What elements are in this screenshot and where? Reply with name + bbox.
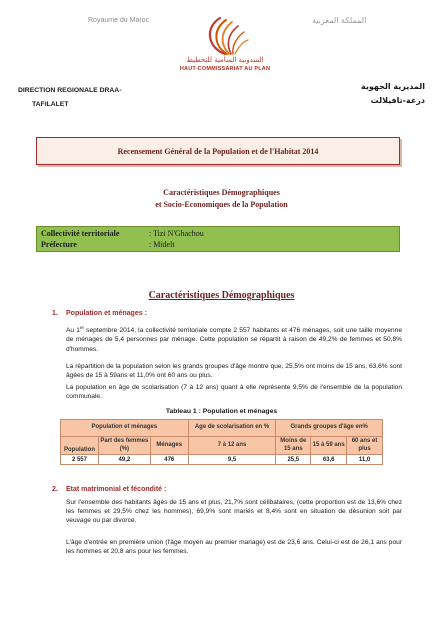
document-title: Recensement Général de la Population et de l'Habitat 2014: [117, 146, 319, 156]
table-row: [61, 455, 383, 465]
heading-number: 2.: [52, 486, 58, 493]
p1-rest: septembre 2014, la collectivité territoriale compte 2 557 habitants et 476 ménages, soit une taille moyenne de ménages de 5,4 personnes par ménage. Cette population se répartit à raison de 49,2% de femmes et 50,8% d'hommes.: [66, 327, 402, 353]
hcp-name-ar: المندوبية السامية للتخطيط: [186, 56, 264, 64]
p1-start: Au 1: [66, 327, 80, 335]
collectivite-value: : Tizi N'Ghachou: [149, 229, 204, 238]
heading-population-menages: [52, 310, 147, 317]
heading-number: 1.: [52, 310, 58, 317]
header-60-plus: 60 ans et plus: [347, 437, 383, 455]
header-15-59: 15 à 59 ans: [311, 437, 347, 455]
p1-superscript: er: [79, 325, 84, 330]
cell-part-femmes: 49,2: [98, 455, 150, 465]
heading-text: Etat matrimonial et fécondité :: [66, 486, 167, 493]
hcp-logo: [190, 10, 260, 58]
collectivite-label: Collectivité territoriale: [41, 229, 120, 238]
prefecture-row: [41, 239, 175, 251]
cell-15-59: 63,6: [311, 455, 347, 465]
cell-moins-15: 25,5: [276, 455, 311, 465]
paragraph-matrimonial-1: Sur l'ensemble des habitants âgés de 15 ans et plus, 21,7% sont célibataires, (cette proportion est de 13,6% chez les femmes et 29,5% chez les hommes), 69,9% sont mariés et 8,4% sont en situation de désunion soit par veuvage ou par divorce.: [66, 499, 402, 525]
population-table: [60, 419, 383, 465]
territory-info-band: [36, 226, 400, 252]
header-moins-15: Moins de 15 ans: [276, 437, 311, 455]
header-population-menages: Population et ménages: [61, 420, 189, 437]
paragraph-population-2: La répartition de la population selon les grands groupes d'âge montre que, 25,5% ont moins de 15 ans, 63,6% sont âgées de 15 à 59ans et 11,0% ont 60 ans ou plus.: [66, 363, 402, 380]
header-menages: Ménages: [150, 437, 188, 455]
header-age-scolarisation: Age de scolarisation en %: [188, 420, 276, 437]
paragraph-population-3: La population en âge de scolarisation (7 à 12 ans) quant à elle représente 9,5% de l'ensemble de la population communale.: [66, 384, 402, 401]
paragraph-population-1: [66, 323, 402, 354]
direction-regionale-ar: [330, 80, 425, 108]
direction-regionale-fr: [18, 84, 148, 112]
heading-etat-matrimonial: [52, 486, 166, 493]
direction-ar-line1: المديرية الجهوية: [360, 82, 425, 91]
header-grands-groupes: Grands groupes d'âge en%: [276, 420, 383, 437]
hcp-name-fr: HAUT-COMMISSARIAT AU PLAN: [179, 66, 271, 72]
prefecture-value: : Midelt: [149, 240, 175, 249]
paragraph-matrimonial-2: L'âge d'entrée en première union (l'âge moyen au premier mariage) est de 23,6 ans. Celui-ci est de 26,1 ans pour les hommes et 20,8 ans pour les femmes.: [66, 539, 402, 556]
subtitle-line1: Caractéristiques Démographiques: [163, 188, 280, 197]
header-part-femmes: Part des femmes (%): [98, 437, 150, 455]
table-caption: Tableau 1 : Population et ménages: [165, 408, 278, 415]
heading-text: Population et ménages :: [66, 310, 147, 317]
header-7-12-ans: 7 à 12 ans: [188, 437, 276, 455]
royaume-label-fr: Royaume du Maroc: [88, 17, 150, 24]
cell-menages: 476: [150, 455, 188, 465]
prefecture-label: Préfecture: [41, 240, 77, 249]
table-header-row-1: [61, 420, 383, 437]
table-header-row-2: [61, 437, 383, 455]
header-population: Population: [61, 437, 99, 455]
cell-7-12-ans: 9,5: [188, 455, 276, 465]
direction-fr-line2: TAFILALET: [32, 101, 69, 108]
subtitle-line2: et Socio-Economiques de la Population: [155, 200, 288, 209]
document-subtitle: [60, 187, 383, 211]
section-title: Caractéristiques Démographiques: [148, 290, 295, 301]
royaume-label-ar: المملكة المغربية: [312, 16, 367, 25]
cell-population: 2 557: [61, 455, 99, 465]
direction-fr-line1: DIRECTION REGIONALE DRAA-: [18, 87, 122, 94]
document-title-box: [36, 137, 400, 165]
cell-60-plus: 11,0: [347, 455, 383, 465]
direction-ar-line2: درعة-تافيلالت: [370, 96, 425, 105]
